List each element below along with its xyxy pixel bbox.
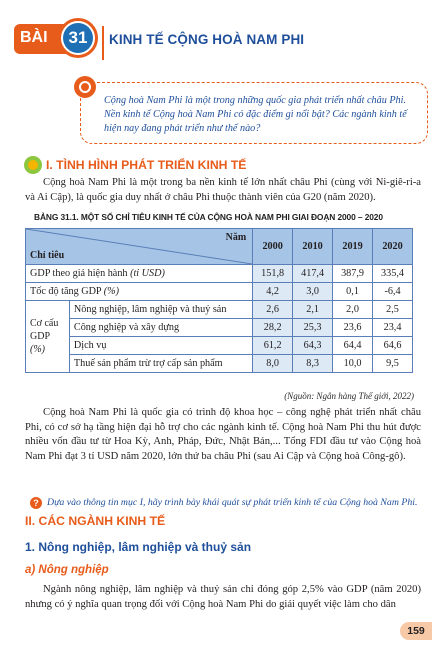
table-row — [26, 355, 413, 373]
section1-paragraph: Cộng hoà Nam Phi là một trong ba nền kinh tế lớn nhất châu Phi (cùng với Ni-giê-ri-a và Ai Cập), là quốc gia duy nhất ở châu Phi thuộc thành viên của G20 (năm 2020). — [25, 177, 421, 203]
year-header: 2010 — [293, 229, 333, 265]
intro-text: Cộng hoà Nam Phi là một trong những quốc gia phát triển nhất châu Phi. Nền kinh tế Cộng hoà Nam Phi có đặc điểm gì nổi bật? Các ngành kinh tế hiện nay đang phát triển như thế nào? — [104, 95, 407, 134]
section-bullet-icon — [24, 156, 42, 174]
table-cell: 2,1 — [293, 301, 333, 319]
subsection-1-heading: 1. Nông nghiệp, lâm nghiệp và thuỷ sản — [25, 540, 252, 554]
table-cell: 23,4 — [373, 319, 413, 337]
table-cell: 23,6 — [333, 319, 373, 337]
year-header: 2000 — [253, 229, 293, 265]
table-row — [26, 283, 413, 301]
row-label: Nông nghiệp, lâm nghiệp và thuỷ sản — [69, 301, 252, 319]
lesson-number-circle — [58, 18, 98, 58]
table-corner-header — [26, 229, 253, 265]
row-label: Dịch vụ — [69, 337, 252, 355]
table-cell: 335,4 — [373, 265, 413, 283]
section2-heading: II. CÁC NGÀNH KINH TẾ — [25, 514, 166, 528]
group-label-line: (%) — [30, 344, 45, 355]
table-cell: 9,5 — [373, 355, 413, 373]
row-label: Thuế sản phẩm trừ trợ cấp sản phẩm — [69, 355, 252, 373]
table-cell: 2,0 — [333, 301, 373, 319]
table-row — [26, 301, 413, 319]
lesson-title: KINH TẾ CỘNG HOÀ NAM PHI — [109, 32, 305, 47]
subsection-1a-heading: a) Nông nghiệp — [25, 564, 109, 576]
question-icon: ? — [30, 497, 42, 509]
section2-paragraph: Ngành nông nghiệp, lâm nghiệp và thuỷ sản chỉ đóng góp 2,5% vào GDP (năm 2020) nhưng có ý nghĩa quan trọng đối với Cộng hoà Nam Phi do giải quyết việc làm cho dân — [25, 584, 421, 610]
question-prompt — [30, 497, 430, 509]
header-year-label: Năm — [225, 232, 247, 243]
page-number: 159 — [400, 622, 432, 640]
table-cell: 64,6 — [373, 337, 413, 355]
year-header: 2019 — [333, 229, 373, 265]
table-cell: 28,2 — [253, 319, 293, 337]
header-indicator-label: Chỉ tiêu — [30, 250, 65, 261]
badge-word: BÀI — [20, 29, 48, 46]
table-cell: 25,3 — [293, 319, 333, 337]
paragraph-2: Cộng hoà Nam Phi là quốc gia có trình độ khoa học – công nghệ phát triển nhất châu Phi, có cơ sở hạ tầng hiện đại hỗ trợ cho các ngành kinh tế. Cộng hoà Nam Phi thu hút được nhiều vốn đầu tư từ Hoa Kỳ, Anh, Pháp, Đức, Nhật Bản,... Tổng FDI đầu tư vào Cộng hoà Nam Phi đạt 3 tỉ USD năm 2020, lớn thứ ba châu Phi (sau Ai Cập và Cộng hoà Công-gô). — [25, 407, 421, 462]
question-text: Dựa vào thông tin mục I, hãy trình bày khái quát sự phát triển kinh tế của Cộng hoà Nam Phi. — [47, 497, 418, 508]
row-label: Công nghiệp và xây dựng — [69, 319, 252, 337]
row-label — [26, 283, 253, 301]
table-cell: 10,0 — [333, 355, 373, 373]
table-cell: 3,0 — [293, 283, 333, 301]
table-cell: 151,8 — [253, 265, 293, 283]
table-cell: 2,6 — [253, 301, 293, 319]
row-unit: (tỉ USD) — [130, 268, 165, 279]
table-cell: 417,4 — [293, 265, 333, 283]
year-header: 2020 — [373, 229, 413, 265]
table-row — [26, 265, 413, 283]
table-caption: BẢNG 31.1. MỘT SỐ CHỈ TIÊU KINH TẾ CỦA CỘNG HOÀ NAM PHI GIAI ĐOẠN 2000 – 2020 — [34, 212, 383, 222]
section1-heading: I. TÌNH HÌNH PHÁT TRIỂN KINH TẾ — [46, 158, 247, 172]
table-cell: -6,4 — [373, 283, 413, 301]
table-row — [26, 337, 413, 355]
table-cell: 8,0 — [253, 355, 293, 373]
table-cell: 4,2 — [253, 283, 293, 301]
row-label-text: Tốc độ tăng GDP — [30, 286, 102, 297]
lesson-number: 31 — [63, 23, 93, 53]
lesson-header — [14, 18, 434, 66]
group-label-line: Cơ cấu — [30, 318, 59, 329]
row-label — [26, 265, 253, 283]
table-cell: 64,3 — [293, 337, 333, 355]
table-cell: 64,4 — [333, 337, 373, 355]
table-row — [26, 319, 413, 337]
table-cell: 61,2 — [253, 337, 293, 355]
row-label-text: GDP theo giá hiện hành — [30, 268, 128, 279]
table-source: (Nguồn: Ngân hàng Thế giới, 2022) — [284, 391, 414, 401]
gdp-structure-label — [26, 301, 70, 373]
table-cell: 8,3 — [293, 355, 333, 373]
header-divider — [102, 26, 104, 60]
group-label-line: GDP — [30, 331, 51, 342]
table-cell: 2,5 — [373, 301, 413, 319]
intro-icon — [74, 76, 96, 98]
table-cell: 0,1 — [333, 283, 373, 301]
economic-indicators-table — [25, 228, 413, 373]
row-unit: (%) — [103, 286, 120, 297]
table-cell: 387,9 — [333, 265, 373, 283]
